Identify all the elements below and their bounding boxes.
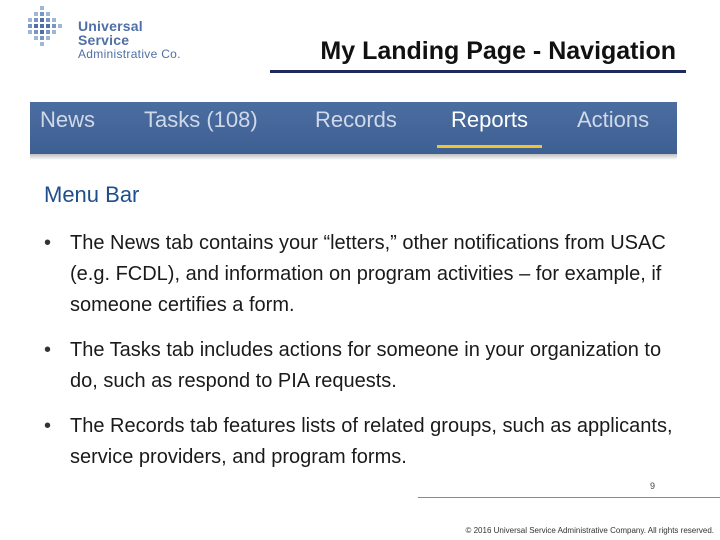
bullet-list	[44, 228, 694, 487]
nav-tab-label: Reports	[450, 107, 529, 132]
nav-tab-reports[interactable]	[437, 102, 542, 154]
page-title: My Landing Page - Navigation	[320, 37, 676, 65]
copyright-notice: © 2016 Universal Service Administrative Company. All rights reserved.	[465, 526, 714, 535]
logo-name-line2: Administrative Co.	[78, 47, 181, 61]
nav-tab-label: Records	[315, 107, 397, 132]
nav-tab-label: Actions	[577, 107, 650, 132]
section-heading: Menu Bar	[44, 182, 140, 207]
nav-tab-tasks[interactable]	[144, 102, 258, 154]
logo-name-line1: Universal Service	[78, 18, 143, 48]
nav-tab-news[interactable]	[40, 102, 95, 154]
footer-divider	[418, 497, 720, 498]
nav-tab-actions[interactable]	[577, 102, 649, 154]
active-tab-indicator	[437, 145, 542, 148]
usac-logo	[22, 6, 192, 61]
page-number: 9	[650, 481, 656, 491]
bullet-item-news: • The News tab contains your “letters,” other notifications from USAC (e.g. FCDL), and information on program activities – for example, if someone certifies a form.	[44, 228, 694, 321]
nav-tab-label: News	[40, 107, 96, 132]
nav-tab-records[interactable]	[315, 102, 397, 154]
usac-logo-mark-icon	[22, 6, 72, 54]
navigation-menu-bar	[30, 102, 677, 154]
bullet-item-tasks: • The Tasks tab includes actions for someone in your organization to do, such as respond to PIA requests.	[44, 335, 694, 397]
title-divider	[270, 70, 686, 73]
bullet-item-records: • The Records tab features lists of related groups, such as applicants, service providers, and program forms.	[44, 411, 694, 473]
nav-tab-label: Tasks (108)	[144, 107, 258, 132]
